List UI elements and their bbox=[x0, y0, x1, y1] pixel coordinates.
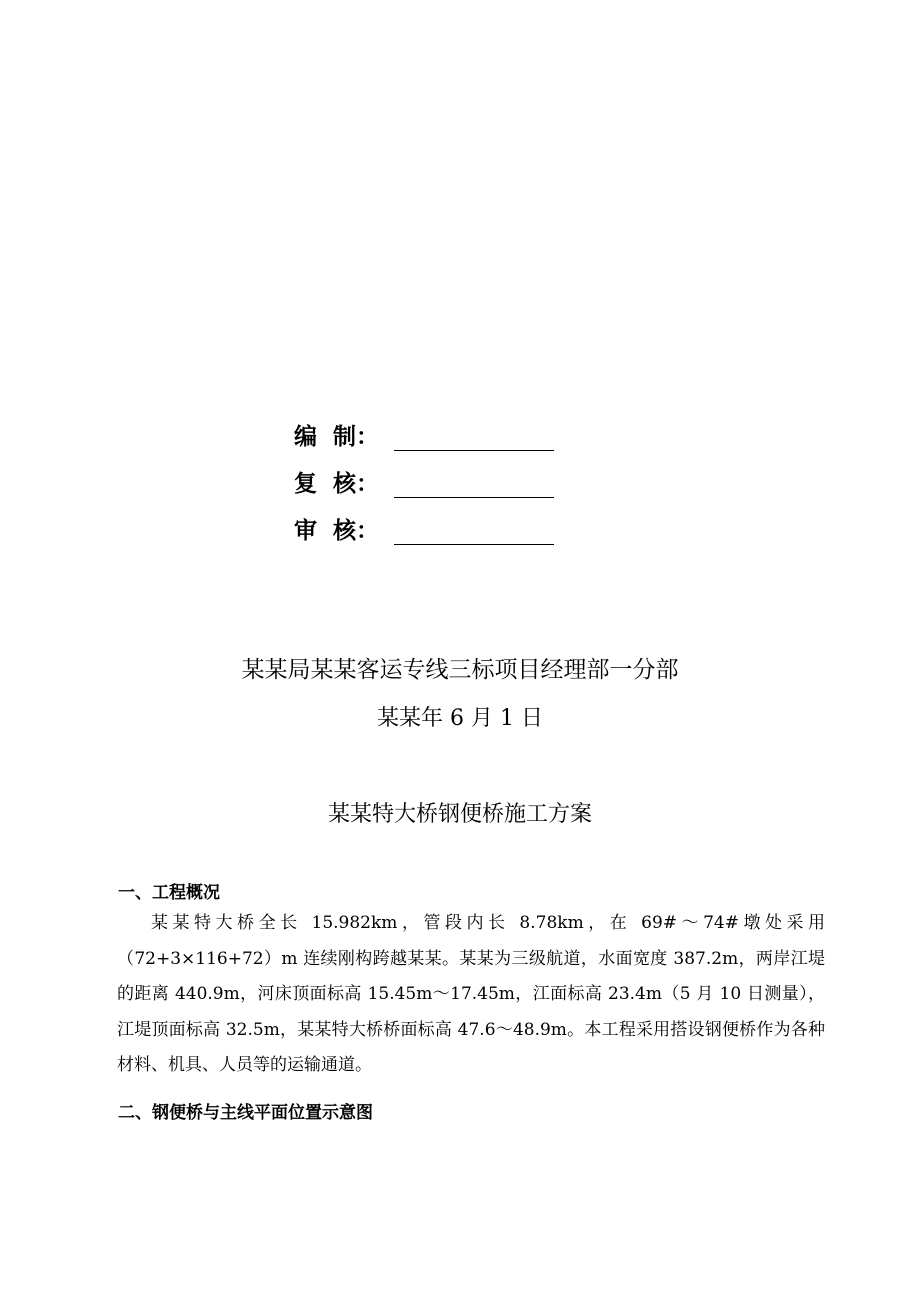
signoff-audited-row bbox=[294, 498, 594, 545]
document-title: 某某特大桥钢便桥施工方案 bbox=[327, 802, 592, 827]
compiled-signature-line bbox=[394, 420, 554, 451]
audited-signature-line bbox=[394, 514, 554, 545]
document-date: 某某年 6 月 1 日 bbox=[377, 706, 543, 731]
reviewed-label: 复 核： bbox=[294, 471, 380, 497]
overview-paragraph: 某某特大桥全长 15.982km，管段内长 8.78km，在 69#～74#墩处采用（72+3×116+72）m 连续刚构跨越某某。某某为三级航道，水面宽度 387.2m，两岸江堤的距离 440.9m，河床顶面标高 15.45m～17.45m，江面标高 23.4m（5 月 10 日测量），江堤顶面标高 32.5m，某某特大桥桥面标高 47.6～48.9m。本工程采用搭设钢便桥作为各种材料、机具、人员等的运输通道。 bbox=[117, 913, 825, 1076]
audited-label: 审 核： bbox=[294, 518, 380, 544]
signoff-reviewed-row bbox=[294, 451, 594, 498]
compiled-label: 编 制： bbox=[294, 424, 380, 450]
section-heading-overview: 一、工程概况 bbox=[118, 883, 220, 903]
section-heading-plan-diagram: 二、钢便桥与主线平面位置示意图 bbox=[118, 1103, 373, 1123]
signoff-compiled-row bbox=[294, 404, 594, 451]
reviewed-signature-line bbox=[394, 467, 554, 498]
organization-name: 某某局某某客运专线三标项目经理部一分部 bbox=[241, 657, 679, 683]
signoff-block bbox=[294, 404, 594, 545]
